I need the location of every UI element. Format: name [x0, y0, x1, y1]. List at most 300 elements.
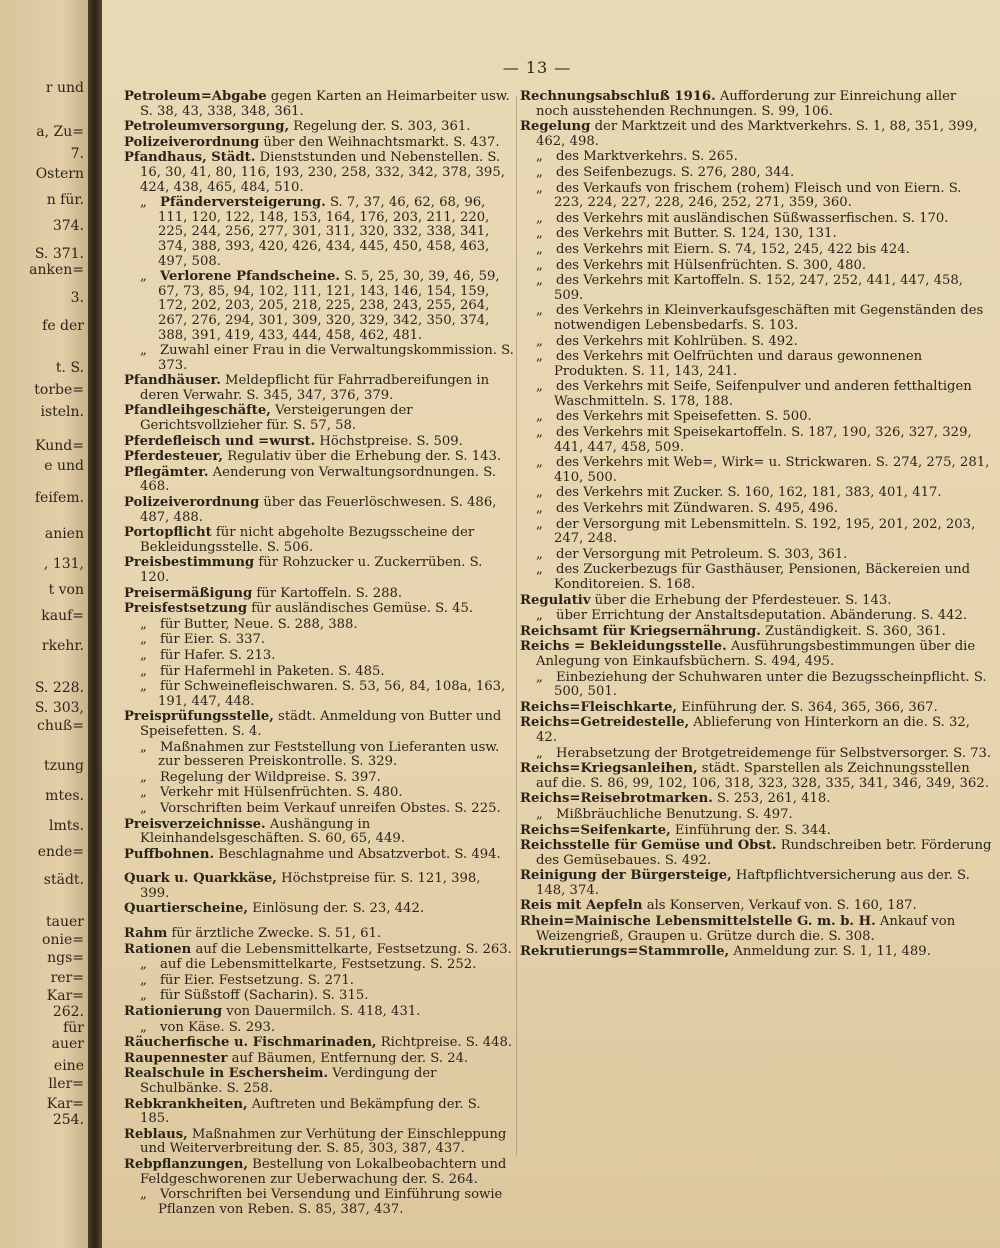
left-page-text-fragment: Ostern — [35, 166, 84, 182]
entry-keyword: Verlorene Pfandscheine. — [160, 269, 341, 285]
index-entry — [124, 90, 514, 119]
index-entry — [124, 902, 514, 917]
entry-keyword: Rhein=Mainische Lebensmittelstelle G. m. b. H. — [520, 914, 876, 930]
entry-keyword: Realschule in Eschersheim. — [124, 1066, 329, 1082]
entry-text: städt. Anmeldung von Butter und Speisefetten. S. 4. — [140, 709, 502, 739]
page-number: — 13 — — [502, 58, 572, 77]
ditto-mark: „ — [536, 806, 543, 822]
left-page-text-fragment: n für. — [46, 192, 84, 208]
ditto-mark: „ — [140, 195, 147, 211]
entry-text: für Schweinefleischwaren. S. 53, 56, 84, 108a, 163, 191, 447, 448. — [158, 679, 506, 709]
index-entry — [124, 1052, 514, 1067]
left-page-text-fragment: feifem. — [34, 490, 84, 506]
entry-text: des Verkehrs mit Seife, Seifenpulver und anderen fetthaltigen Waschmitteln. S. 178, 188. — [554, 379, 972, 409]
entry-text: für Hafer. S. 213. — [160, 647, 276, 663]
index-entry — [520, 274, 992, 303]
ditto-mark: „ — [536, 485, 543, 501]
left-page-text-fragment: S. 371. — [34, 246, 84, 262]
index-entry — [124, 1021, 514, 1036]
entry-text: des Verkehrs mit Web=, Wirk= u. Strickwaren. S. 274, 275, 281, 410, 500. — [554, 455, 990, 485]
index-entry — [520, 594, 992, 609]
entry-text: des Verkehrs mit Hülsenfrüchten. S. 300, 480. — [556, 257, 867, 273]
ditto-mark: „ — [536, 546, 543, 562]
index-entry — [124, 120, 514, 135]
entry-text: für Süßstoff (Sacharin). S. 315. — [160, 988, 369, 1004]
index-entry — [124, 802, 514, 817]
index-entry — [124, 136, 514, 151]
entry-text: von Dauermilch. S. 418, 431. — [222, 1004, 421, 1020]
left-page-text-fragment: ngs= — [47, 950, 84, 966]
index-entry — [520, 548, 992, 563]
ditto-mark: „ — [536, 333, 543, 349]
ditto-mark: „ — [140, 800, 147, 816]
entry-text: des Marktverkehrs. S. 265. — [556, 149, 738, 165]
entry-keyword: Rebkrankheiten, — [124, 1096, 248, 1112]
entry-keyword: Polizeiverordnung — [124, 495, 260, 511]
index-entry — [124, 872, 514, 901]
left-page-text-fragment: torbe= — [34, 382, 84, 398]
entry-text: Maßnahmen zur Feststellung von Lieferanten usw. zur besseren Preiskontrolle. S. 329. — [158, 739, 500, 770]
ditto-mark: „ — [140, 616, 147, 632]
ditto-mark: „ — [140, 679, 147, 695]
entry-text: Ankauf von Weizengrieß, Graupen u. Grütze durch die. S. 308. — [536, 914, 956, 944]
left-page-text-fragment: 254. — [52, 1112, 84, 1128]
ditto-mark: „ — [140, 785, 147, 801]
index-entry — [520, 899, 992, 914]
index-entry — [520, 716, 992, 745]
index-entry — [124, 649, 514, 664]
entry-text: des Verkehrs mit Butter. S. 124, 130, 131. — [556, 226, 837, 242]
index-entry — [520, 120, 992, 149]
entry-text: für ausländisches Gemüse. S. 45. — [247, 601, 474, 617]
left-page-text-fragment: 374. — [52, 218, 84, 234]
index-entry — [124, 526, 514, 555]
entry-text: gegen Karten an Heimarbeiter usw. S. 38, 43, 338, 348, 361. — [140, 89, 510, 119]
book-gutter — [88, 0, 102, 1248]
entry-keyword: Reichsamt für Kriegsernährung. — [520, 623, 761, 639]
index-entry — [124, 958, 514, 973]
index-entry — [124, 618, 514, 633]
left-page-text-fragment: e und — [44, 458, 84, 474]
entry-keyword: Reblaus, — [124, 1126, 188, 1142]
entry-keyword: Rechnungsabschluß 1916. — [520, 89, 716, 104]
left-page-text-fragment: S. 228. — [34, 680, 84, 696]
entry-keyword: Preisfestsetzung — [124, 601, 248, 617]
ditto-mark: „ — [140, 988, 147, 1004]
entry-text: über das Feuerlöschwesen. S. 486, 487, 488. — [140, 495, 497, 525]
index-entry — [520, 563, 992, 592]
entry-text: Einbeziehung der Schuhwaren unter die Bezugsscheinpflicht. S. 500, 501. — [554, 669, 987, 700]
entry-text: über den Weihnachtsmarkt. S. 437. — [259, 134, 500, 150]
ditto-mark: „ — [536, 562, 543, 578]
entry-text: Regulativ über die Erhebung der. S. 143. — [223, 449, 502, 465]
left-page-text-fragment: tzung — [44, 758, 84, 774]
index-entry — [124, 344, 514, 373]
entry-text: des Verkehrs mit Speisekartoffeln. S. 187, 190, 326, 327, 329, 441, 447, 458, 509. — [554, 425, 972, 455]
ditto-mark: „ — [536, 501, 543, 517]
entry-keyword: Rekrutierungs=Stammrolle, — [520, 944, 730, 960]
index-entry — [124, 680, 514, 709]
index-entry — [124, 974, 514, 989]
entry-text: über Errichtung der Anstaltsdeputation. Abänderung. S. 442. — [556, 608, 968, 624]
entry-keyword: Reinigung der Bürgersteige, — [520, 868, 732, 884]
entry-keyword: Pferdesteuer, — [124, 449, 224, 465]
ditto-mark: „ — [140, 1187, 147, 1203]
index-entry — [520, 518, 992, 547]
left-page-text-fragment: isteln. — [40, 404, 84, 420]
ditto-mark: „ — [536, 303, 543, 319]
entry-text: des Verkehrs mit Speisefetten. S. 500. — [556, 409, 812, 425]
index-entry — [520, 150, 992, 165]
ditto-mark: „ — [536, 745, 543, 761]
entry-text: des Verkehrs mit Eiern. S. 74, 152, 245, 422 bis 424. — [556, 241, 910, 257]
index-entry — [124, 270, 514, 343]
entry-text: des Seifenbezugs. S. 276, 280, 344. — [556, 164, 795, 180]
entry-keyword: Räucherfische u. Fischmarinaden, — [124, 1035, 377, 1051]
left-page-text-fragment: chuß= — [37, 718, 84, 734]
index-entry — [124, 151, 514, 195]
ditto-mark: „ — [140, 972, 147, 988]
index-entry — [124, 196, 514, 269]
entry-text: für Butter, Neue. S. 288, 388. — [160, 616, 358, 632]
entry-text: für Kartoffeln. S. 288. — [252, 585, 403, 601]
entry-keyword: Regelung — [520, 119, 591, 135]
index-entry — [124, 466, 514, 495]
index-entry — [124, 633, 514, 648]
index-entry — [520, 839, 992, 868]
index-entry — [124, 710, 514, 739]
entry-text: für Eier. S. 337. — [160, 632, 266, 648]
index-entry — [124, 404, 514, 433]
entry-text: des Verkehrs mit Oelfrüchten und daraus gewonnenen Produkten. S. 11, 143, 241. — [554, 349, 923, 379]
index-entry — [124, 818, 514, 847]
index-entry — [520, 762, 992, 791]
left-page-text-fragment: Kar= — [46, 1096, 84, 1112]
entry-keyword: Reichs=Fleischkarte, — [520, 699, 677, 715]
index-entry — [520, 212, 992, 227]
index-entry — [520, 945, 992, 960]
entry-keyword: Preisprüfungsstelle, — [124, 709, 274, 725]
entry-text: Einführung der. S. 344. — [670, 822, 831, 838]
ditto-mark: „ — [140, 739, 147, 755]
index-entry — [520, 502, 992, 517]
ditto-mark: „ — [536, 455, 543, 471]
entry-keyword: Pfänderversteigerung. — [160, 195, 326, 211]
entry-text: Anmeldung zur. S. 1, 11, 489. — [729, 944, 931, 960]
entry-keyword: Reichsstelle für Gemüse und Obst. — [520, 838, 777, 854]
index-entry — [124, 1128, 514, 1157]
entry-keyword: Pflegämter. — [124, 464, 209, 480]
index-entry — [124, 989, 514, 1004]
entry-keyword: Regulativ — [520, 592, 591, 608]
entry-text: für Rohzucker u. Zuckerrüben. S. 120. — [140, 555, 483, 585]
left-page-text-fragment: , 131, — [43, 556, 84, 572]
entry-text: Aushängung in Kleinhandelsgeschäften. S. 60, 65, 449. — [140, 816, 405, 847]
left-page-text-fragment: anken= — [29, 262, 84, 278]
index-entry — [520, 486, 992, 501]
entry-text: auf die Lebensmittelkarte, Festsetzung. S. 252. — [160, 957, 477, 973]
entry-text: Haftpflichtversicherung aus der. S. 148, 374. — [536, 868, 970, 898]
index-entry — [520, 410, 992, 425]
entry-text: des Verkehrs mit Kartoffeln. S. 152, 247, 252, 441, 447, 458, 509. — [554, 273, 964, 303]
ditto-mark: „ — [536, 409, 543, 425]
ditto-mark: „ — [536, 226, 543, 242]
left-page-text-fragment: städt. — [43, 872, 84, 888]
entry-keyword: Preisbestimmung — [124, 555, 255, 571]
index-entry — [124, 556, 514, 585]
entry-text: Bestellung von Lokalbeobachtern und Feldgeschworenen zur Ueberwachung der. S. 264. — [140, 1156, 507, 1187]
index-entry — [124, 943, 514, 958]
left-page-text-fragment: lmts. — [48, 818, 84, 834]
ditto-mark: „ — [536, 180, 543, 196]
left-page-text-fragment: mtes. — [45, 788, 84, 804]
entry-text: der Versorgung mit Lebensmitteln. S. 192, 195, 201, 202, 203, 247, 248. — [554, 516, 976, 547]
entry-text: Richtpreise. S. 448. — [376, 1035, 513, 1051]
ditto-mark: „ — [536, 349, 543, 365]
index-entry — [124, 1067, 514, 1096]
entry-text: Regelung der. S. 303, 361. — [289, 119, 471, 135]
ditto-mark: „ — [140, 647, 147, 663]
left-page-text-fragment: Kund= — [35, 438, 84, 454]
index-entry — [520, 671, 992, 700]
entry-keyword: Pfandhäuser. — [124, 373, 221, 389]
entry-keyword: Preisverzeichnisse. — [124, 816, 266, 832]
entry-keyword: Reichs=Seifenkarte, — [520, 822, 671, 838]
index-entry — [124, 771, 514, 786]
index-entry — [124, 786, 514, 801]
left-page-text-fragment: t. S. — [55, 360, 84, 376]
index-entry — [520, 304, 992, 333]
ditto-mark: „ — [536, 273, 543, 289]
entry-text: Ablieferung von Hinterkorn an die. S. 32, 42. — [536, 715, 970, 745]
entry-text: Verdingung der Schulbänke. S. 258. — [140, 1066, 437, 1096]
left-page-text-fragment: rer= — [50, 970, 84, 986]
entry-text: für Eier. Festsetzung. S. 271. — [160, 972, 354, 988]
right-page — [102, 0, 1000, 1248]
entry-keyword: Pferdefleisch und =wurst. — [124, 433, 316, 449]
entry-text: Beschlagnahme und Absatzverbot. S. 494. — [214, 846, 501, 862]
index-entry — [124, 1158, 514, 1187]
entry-text: für nicht abgeholte Bezugsscheine der Bekleidungsstelle. S. 506. — [140, 525, 475, 555]
entry-text: Herabsetzung der Brotgetreidemenge für Selbstversorger. S. 73. — [556, 745, 992, 761]
entry-text: des Verkaufs von frischem (rohem) Fleisch und von Eiern. S. 223, 224, 227, 228, 246, 252, 271, 359, 360. — [554, 180, 962, 211]
entry-text: Dienststunden und Nebenstellen. S. 16, 30, 41, 80, 116, 193, 230, 258, 332, 342, 378, 395, 424, 438, 465, 484, 510. — [140, 150, 505, 195]
ditto-mark: „ — [140, 663, 147, 679]
index-entry — [520, 335, 992, 350]
entry-text: des Verkehrs in Kleinverkaufsgeschäften mit Gegenständen des notwendigen Lebensbedarfs. S. 103. — [554, 303, 984, 333]
entry-text: Zuständigkeit. S. 360, 361. — [760, 623, 946, 639]
ditto-mark: „ — [140, 632, 147, 648]
entry-text: Auftreten und Bekämpfung der. S. 185. — [140, 1096, 481, 1127]
index-entry — [124, 450, 514, 465]
left-page-text-fragment: S. 303, — [34, 700, 84, 716]
entry-text: Regelung der Wildpreise. S. 397. — [160, 769, 381, 785]
entry-text: des Verkehrs mit Zucker. S. 160, 162, 181, 383, 401, 417. — [556, 485, 942, 501]
index-entry — [124, 1036, 514, 1051]
entry-text: des Verkehrs mit Zündwaren. S. 495, 496. — [556, 501, 838, 517]
index-entry — [124, 587, 514, 602]
index-entry — [520, 227, 992, 242]
entry-text: Meldepflicht für Fahrradbereifungen in deren Verwahr. S. 345, 347, 376, 379. — [140, 373, 490, 403]
left-page-text-fragment: r und — [45, 80, 84, 96]
entry-text: Mißbräuchliche Benutzung. S. 497. — [556, 806, 793, 822]
ditto-mark: „ — [140, 1019, 147, 1035]
index-entry — [124, 1188, 514, 1217]
entry-text: Höchstpreise. S. 509. — [315, 433, 463, 449]
entry-keyword: Reichs=Reisebrotmarken. — [520, 791, 713, 807]
entry-keyword: Quartierscheine, — [124, 901, 249, 917]
entry-text: Einführung der. S. 364, 365, 366, 367. — [676, 699, 938, 715]
index-entry — [520, 701, 992, 716]
entry-text: Verkehr mit Hülsenfrüchten. S. 480. — [160, 785, 403, 801]
index-entry — [520, 808, 992, 823]
entry-keyword: Petroleumversorgung, — [124, 119, 290, 135]
left-page-text-fragment: t von — [48, 582, 84, 598]
entry-text: auf die Lebensmittelkarte, Festsetzung. S. 263. — [191, 941, 512, 957]
index-entry — [520, 609, 992, 624]
index-entry — [520, 259, 992, 274]
ditto-mark: „ — [536, 379, 543, 395]
index-entry — [520, 869, 992, 898]
entry-text: als Konserven, Verkauf von. S. 160, 187. — [642, 898, 917, 914]
index-entry — [124, 374, 514, 403]
left-page-text-fragment: Kar= — [46, 988, 84, 1004]
left-page-fragment — [0, 0, 88, 1248]
entry-text: städt. Sparstellen als Zeichnungsstellen auf die. S. 86, 99, 102, 106, 318, 323, 328, 335, 341, 346, 349, 362. — [536, 761, 989, 791]
ditto-mark: „ — [536, 516, 543, 532]
entry-keyword: Reichs = Bekleidungsstelle. — [520, 639, 727, 655]
entry-text: Aenderung von Verwaltungsordnungen. S. 468. — [140, 464, 497, 495]
entry-keyword: Rationierung — [124, 1004, 223, 1020]
index-entry — [124, 665, 514, 680]
index-entry — [520, 350, 992, 379]
index-entry — [520, 456, 992, 485]
index-column-right — [520, 90, 992, 961]
index-entry — [124, 602, 514, 617]
entry-text: Zuwahl einer Frau in die Verwaltungskommission. S. 373. — [158, 343, 514, 373]
index-entry — [520, 625, 992, 640]
entry-text: der Marktzeit und des Marktverkehrs. S. 1, 88, 351, 399, 462, 498. — [536, 119, 978, 149]
index-entry — [520, 426, 992, 455]
ditto-mark: „ — [536, 210, 543, 226]
ditto-mark: „ — [140, 343, 147, 359]
ditto-mark: „ — [536, 164, 543, 180]
ditto-mark: „ — [536, 425, 543, 441]
entry-text: für Hafermehl in Paketen. S. 485. — [160, 663, 385, 679]
entry-text: von Käse. S. 293. — [160, 1019, 276, 1035]
index-entry — [520, 640, 992, 669]
index-entry — [520, 90, 992, 119]
index-entry — [520, 166, 992, 181]
ditto-mark: „ — [536, 149, 543, 165]
index-entry — [520, 243, 992, 258]
ditto-mark: „ — [536, 669, 543, 685]
entry-keyword: Puffbohnen. — [124, 846, 215, 862]
entry-keyword: Raupennester — [124, 1050, 228, 1066]
index-entry — [124, 435, 514, 450]
entry-keyword: Reichs=Kriegsanleihen, — [520, 761, 698, 777]
entry-text: Vorschriften bei Versendung und Einführung sowie Pflanzen von Reben. S. 85, 387, 437. — [158, 1187, 503, 1217]
ditto-mark: „ — [140, 769, 147, 785]
left-page-text-fragment: tauer — [46, 914, 84, 930]
entry-text: des Zuckerbezugs für Gasthäuser, Pensionen, Bäckereien und Konditoreien. S. 168. — [554, 562, 971, 592]
index-entry — [520, 792, 992, 807]
entry-keyword: Rahm — [124, 926, 168, 942]
left-page-text-fragment: rkehr. — [41, 638, 84, 654]
entry-text: auf Bäumen, Entfernung der. S. 24. — [227, 1050, 469, 1066]
entry-keyword: Polizeiverordnung — [124, 134, 260, 150]
entry-text: Maßnahmen zur Verhütung der Einschleppung und Weiterverbreitung der. S. 85, 303, 387, 437. — [140, 1126, 507, 1157]
index-entry — [520, 182, 992, 211]
index-entry — [124, 848, 514, 863]
index-entry — [124, 927, 514, 942]
entry-text: Ausführungsbestimmungen über die Anlegung von Einkaufsbüchern. S. 494, 495. — [536, 639, 976, 669]
left-page-text-fragment: 262. — [52, 1004, 84, 1020]
entry-keyword: Pfandhaus, Städt. — [124, 150, 256, 166]
entry-text: Vorschriften beim Verkauf unreifen Obstes. S. 225. — [160, 800, 501, 816]
entry-text: des Verkehrs mit ausländischen Süßwasserfischen. S. 170. — [556, 210, 949, 226]
left-page-text-fragment: a, Zu= — [36, 124, 84, 140]
entry-text: Einlösung der. S. 23, 442. — [248, 901, 425, 917]
entry-text: Aufforderung zur Einreichung aller noch ausstehenden Rechnungen. S. 99, 106. — [536, 89, 957, 119]
entry-keyword: Rebpflanzungen, — [124, 1156, 248, 1172]
entry-keyword: Portopflicht — [124, 525, 212, 541]
entry-keyword: Quark u. Quarkkäse, — [124, 871, 277, 887]
left-page-text-fragment: kauf= — [41, 608, 84, 624]
ditto-mark: „ — [536, 608, 543, 624]
left-page-text-fragment: auer — [51, 1036, 84, 1052]
entry-text: über die Erhebung der Pferdesteuer. S. 143. — [590, 592, 892, 608]
entry-text: für ärztliche Zwecke. S. 51, 61. — [167, 926, 382, 942]
entry-keyword: Reichs=Getreidestelle, — [520, 715, 690, 731]
ditto-mark: „ — [536, 241, 543, 257]
left-page-text-fragment: ller= — [48, 1076, 84, 1092]
entry-text: Versteigerungen der Gerichtsvollzieher für. S. 57, 58. — [140, 403, 413, 434]
left-page-text-fragment: für — [63, 1020, 84, 1036]
left-page-text-fragment: 3. — [70, 290, 84, 306]
left-page-text-fragment: onie= — [42, 932, 84, 948]
left-page-text-fragment: 7. — [70, 146, 84, 162]
left-page-text-fragment: ende= — [37, 844, 84, 860]
entry-keyword: Preisermäßigung — [124, 585, 253, 601]
entry-text: S. 253, 261, 418. — [712, 791, 831, 807]
index-entry — [124, 741, 514, 770]
ditto-mark: „ — [536, 257, 543, 273]
left-page-text-fragment: fe der — [42, 318, 84, 334]
entry-keyword: Pfandleihgeschäfte, — [124, 403, 271, 419]
entry-text: der Versorgung mit Petroleum. S. 303, 361. — [556, 546, 848, 562]
ditto-mark: „ — [140, 269, 147, 285]
index-column-left — [124, 90, 514, 1218]
entry-text: Rundschreiben betr. Förderung des Gemüsebaues. S. 492. — [536, 838, 992, 868]
index-entry — [520, 824, 992, 839]
entry-keyword: Rationen — [124, 941, 192, 957]
index-entry — [124, 1005, 514, 1020]
entry-text: Höchstpreise für. S. 121, 398, 399. — [140, 871, 481, 901]
index-entry — [124, 496, 514, 525]
index-entry — [520, 915, 992, 944]
index-entry — [520, 380, 992, 409]
index-entry — [520, 747, 992, 762]
entry-text: des Verkehrs mit Kohlrüben. S. 492. — [556, 333, 798, 349]
entry-text: S. 5, 25, 30, 39, 46, 59, 67, 73, 85, 94, 102, 111, 121, 143, 146, 154, 159, 172, 202, 203, 205, 218, 225, 238, 243, 255, 264, 267, 276, 294, 301, 309, 320, 329, 342, 350, 374, 388, 391, 419, 433, 444, 458, 462, 481. — [158, 269, 500, 343]
entry-keyword: Petroleum=Abgabe — [124, 89, 267, 104]
index-entry — [124, 1098, 514, 1127]
column-divider — [516, 96, 517, 1156]
ditto-mark: „ — [140, 957, 147, 973]
left-page-text-fragment: anien — [44, 526, 84, 542]
entry-keyword: Reis mit Aepfeln — [520, 898, 643, 914]
